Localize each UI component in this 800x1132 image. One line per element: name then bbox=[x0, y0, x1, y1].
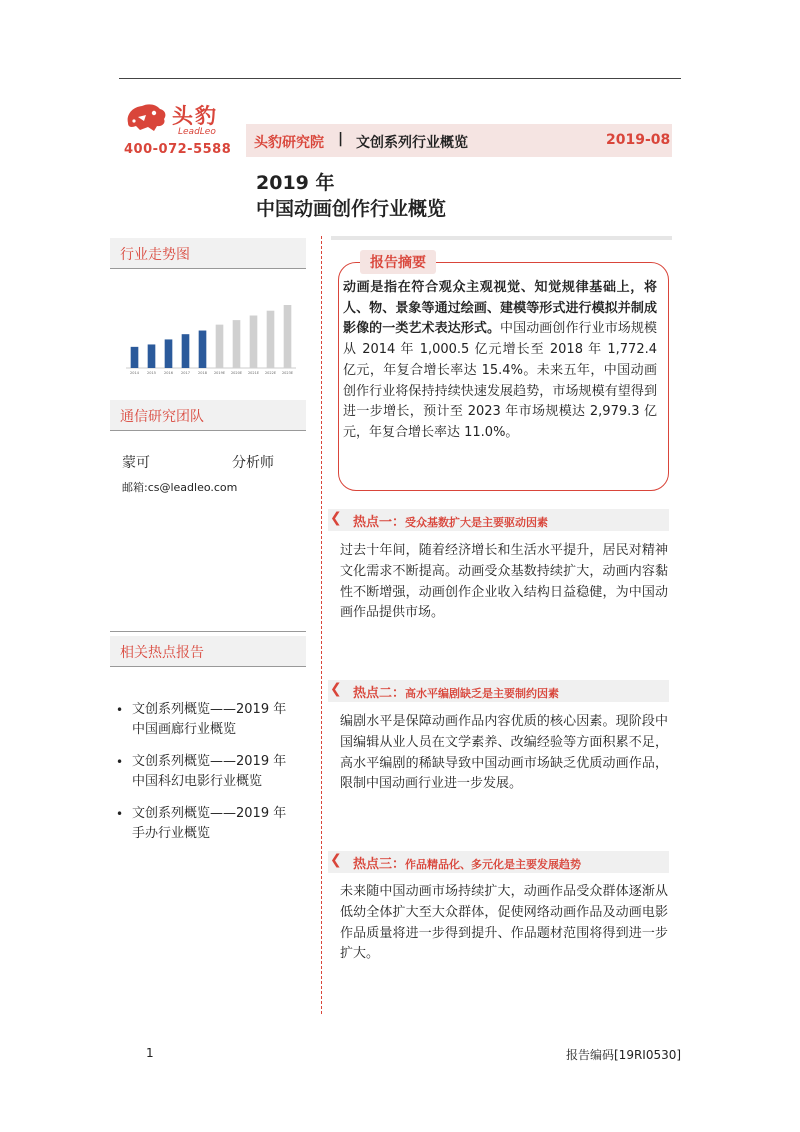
chart-bar bbox=[233, 320, 241, 368]
header-date: 2019-08 bbox=[606, 132, 671, 148]
chart-bar bbox=[199, 331, 207, 368]
summary-tab: 报告摘要 bbox=[360, 250, 436, 274]
column-divider bbox=[321, 236, 322, 1014]
related-report-item[interactable] bbox=[112, 752, 308, 792]
related-report-line1: 文创系列概览——2019 年 bbox=[132, 702, 287, 717]
chart-bar bbox=[216, 325, 224, 368]
chart-tick-label: 2015 bbox=[147, 371, 156, 375]
analyst-email: 邮箱:cs@leadleo.com bbox=[122, 481, 238, 494]
chart-tick-label: 2022E bbox=[264, 371, 277, 375]
hotspot-2-title bbox=[353, 682, 559, 701]
related-report-line2: 中国科幻电影行业概览 bbox=[132, 774, 263, 789]
related-report-line2: 手办行业概览 bbox=[132, 826, 211, 841]
chart-tick-label: 2017 bbox=[181, 371, 190, 375]
chart-bar bbox=[131, 347, 139, 368]
document-title: 中国动画创作行业概览 bbox=[256, 198, 447, 220]
related-section-label: 相关热点报告 bbox=[120, 645, 204, 661]
summary-text bbox=[343, 278, 657, 444]
bullet-icon: • bbox=[116, 703, 124, 717]
leopard-logo-icon bbox=[124, 101, 168, 135]
related-report-line1: 文创系列概览——2019 年 bbox=[132, 806, 287, 821]
hotspot-1-subtitle: 受众基数扩大是主要驱动因素 bbox=[405, 516, 549, 529]
related-section-rule bbox=[110, 666, 306, 667]
header-institute: 头豹研究院 bbox=[254, 135, 324, 151]
bullet-icon: • bbox=[116, 807, 124, 821]
chart-tick-label: 2021E bbox=[247, 371, 260, 375]
trend-section-label: 行业走势图 bbox=[120, 247, 190, 263]
hotspot-3-label: 热点三： bbox=[353, 857, 406, 872]
hotspot-2-subtitle: 高水平编剧缺乏是主要制约因素 bbox=[405, 687, 560, 700]
hotspot-2-text: 编剧水平是保障动画作品内容优质的核心因素。现阶段中国编辑从业人员在文学素养、改编经验等方面积累不足，高水平编剧的稀缺导致中国动画市场缺乏优质动画作品，限制中国动画行业进一步发展。 bbox=[340, 714, 668, 792]
related-report-line1: 文创系列概览——2019 年 bbox=[132, 754, 287, 769]
hotspot-2-label: 热点二： bbox=[353, 686, 406, 701]
team-section-rule bbox=[110, 430, 306, 431]
document-title-year: 2019 年 bbox=[256, 172, 335, 194]
hotspot-3-title bbox=[353, 853, 581, 872]
chart-bar bbox=[267, 311, 275, 368]
related-report-list bbox=[112, 700, 308, 856]
page-number: 1 bbox=[146, 1046, 154, 1060]
trend-chart-thumbnail bbox=[112, 288, 302, 378]
chart-tick-label: 2014 bbox=[130, 371, 139, 375]
chart-bar bbox=[182, 334, 190, 368]
chart-bar bbox=[148, 344, 156, 368]
header-separator: | bbox=[338, 131, 344, 147]
top-rule bbox=[119, 78, 681, 79]
report-code: 报告编码[19RI0530] bbox=[566, 1048, 682, 1062]
chart-tick-label: 2020E bbox=[230, 371, 243, 375]
hotspot-1-text: 过去十年间，随着经济增长和生活水平提升，居民对精神文化需求不断提高。动画受众基数持续扩大，动画内容黏性不断增强，动画创作企业收入结构日益稳健，为中国动画作品提供市场。 bbox=[340, 543, 668, 621]
hotspot-1-title bbox=[353, 511, 548, 530]
chart-bar bbox=[284, 305, 292, 368]
hotspot-1-label: 热点一： bbox=[353, 515, 406, 530]
hotspot-3-text: 未来随中国动画市场持续扩大，动画作品受众群体逐渐从低幼全体扩大至大众群体，促使网络动画作品及动画电影作品质量将进一步得到提升、作品题材范围将得到进一步扩大。 bbox=[340, 884, 668, 962]
brand-name-cn: 头豹 bbox=[172, 104, 218, 128]
chart-tick-label: 2023E bbox=[281, 371, 294, 375]
team-section-label: 通信研究团队 bbox=[120, 409, 204, 425]
chart-tick-label: 2018 bbox=[198, 371, 207, 375]
analyst-role: 分析师 bbox=[232, 455, 274, 471]
chart-tick-label: 2019E bbox=[213, 371, 226, 375]
related-section-top-rule bbox=[110, 631, 306, 632]
header-series: 文创系列行业概览 bbox=[356, 135, 468, 151]
right-column-top-bar bbox=[331, 236, 672, 240]
chevron-left-icon: ❮ bbox=[330, 681, 342, 697]
trend-section-rule bbox=[110, 268, 306, 269]
summary-body: 中国动画创作行业市场规模从 2014 年 1,000.5 亿元增长至 2018 年 1,772.4 亿元，年复合增长率达 15.4%。未来五年，中国动画创作行业将保持持续快速发展趋势，市场规模有望得到进一步增长，预计至 2023 年市场规模达 2,979.3 亿元，年复合增长率达 11.0%。 bbox=[343, 321, 657, 440]
analyst-name: 蒙可 bbox=[122, 455, 150, 471]
brand-phone: 400-072-5588 bbox=[124, 142, 232, 157]
chart-bar bbox=[165, 339, 173, 368]
related-report-item[interactable] bbox=[112, 700, 308, 740]
chart-tick-label: 2016 bbox=[164, 371, 173, 375]
brand-name-en: LeadLeo bbox=[178, 127, 216, 137]
summary-lead: 动画是指在符合观众主观视觉、知觉规律基础上，将人、物、景象等通过绘画、建模等形式进行模拟并制成影像的一类艺术表达形式。 bbox=[343, 280, 657, 337]
chevron-left-icon: ❮ bbox=[330, 852, 342, 868]
hotspot-3-subtitle: 作品精品化、多元化是主要发展趋势 bbox=[405, 858, 582, 871]
related-report-item[interactable] bbox=[112, 804, 308, 844]
chart-bar bbox=[250, 316, 258, 368]
bullet-icon: • bbox=[116, 755, 124, 769]
related-report-line2: 中国画廊行业概览 bbox=[132, 722, 237, 737]
chevron-left-icon: ❮ bbox=[330, 510, 342, 526]
